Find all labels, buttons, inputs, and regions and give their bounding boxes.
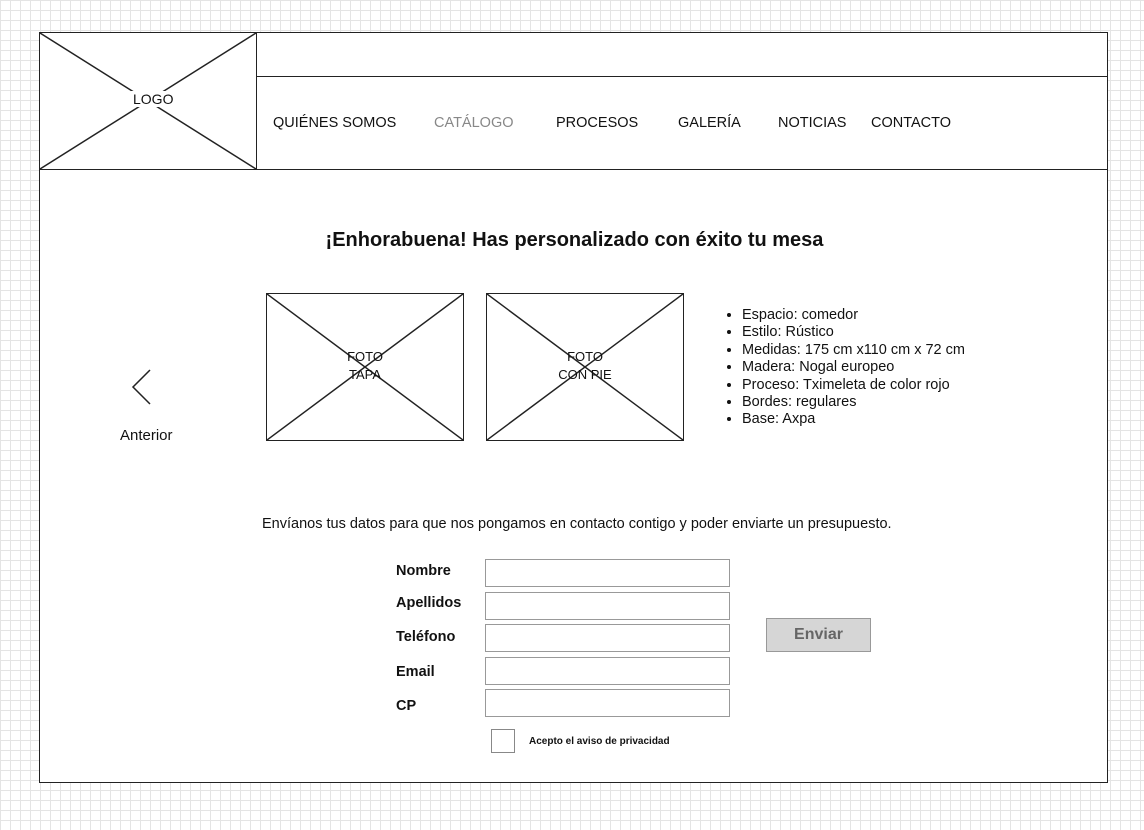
spec-item: • Base: Axpa — [742, 411, 965, 428]
photo-label-line: FOTO — [347, 349, 383, 364]
page-frame — [39, 32, 1108, 783]
nav-item-contacto[interactable]: CONTACTO — [871, 115, 952, 131]
privacy-checkbox[interactable] — [491, 729, 515, 753]
spec-item: • Proceso: Tximeleta de color rojo — [742, 377, 965, 394]
telefono-label: Teléfono — [396, 629, 456, 645]
header-divider-bottom — [40, 169, 1108, 170]
photo-con-pie — [486, 293, 684, 441]
nav-item-procesos[interactable]: PROCESOS — [556, 115, 639, 131]
nav-item-catalogo[interactable]: CATÁLOGO — [434, 115, 514, 131]
spec-item: • Estilo: Rústico — [742, 324, 965, 341]
nav-item-quienes-somos[interactable]: QUIÉNES SOMOS — [273, 115, 397, 131]
photo-label-line: FOTO — [567, 349, 603, 364]
spec-item: • Espacio: comedor — [742, 307, 965, 324]
photo-label-line: CON PIE — [558, 367, 612, 382]
telefono-input[interactable] — [485, 624, 730, 652]
photo-label — [267, 348, 463, 384]
logo-label: LOGO — [133, 91, 174, 107]
nav-item-noticias[interactable]: NOTICIAS — [778, 115, 847, 131]
privacy-label: Acepto el aviso de privacidad — [529, 736, 670, 747]
cp-label: CP — [396, 698, 417, 714]
email-label: Email — [396, 664, 435, 680]
cp-input[interactable] — [485, 689, 730, 717]
header-divider-top — [256, 76, 1108, 77]
apellidos-input[interactable] — [485, 592, 730, 620]
nombre-label: Nombre — [396, 563, 451, 579]
nombre-input[interactable] — [485, 559, 730, 587]
photo-label-line: TAPA — [348, 367, 382, 382]
send-button[interactable]: Enviar — [766, 618, 871, 652]
spec-item: • Madera: Nogal europeo — [742, 359, 965, 376]
nav-item-galeria[interactable]: GALERÍA — [678, 115, 741, 131]
spec-item: • Medidas: 175 cm x110 cm x 72 cm — [742, 342, 965, 359]
table-specs-list — [724, 307, 965, 429]
page-title: ¡Enhorabuena! Has personalizado con éxito tu mesa — [325, 229, 824, 251]
apellidos-label: Apellidos — [396, 595, 462, 611]
previous-link[interactable]: Anterior — [120, 427, 173, 444]
photo-label — [487, 348, 683, 384]
logo[interactable] — [40, 33, 257, 170]
chevron-left-icon[interactable] — [130, 367, 154, 407]
email-input[interactable] — [485, 657, 730, 685]
photo-tapa — [266, 293, 464, 441]
form-intro-text: Envíanos tus datos para que nos pongamos en contacto contigo y poder enviarte un presupuesto. — [262, 516, 892, 532]
spec-item: • Bordes: regulares — [742, 394, 965, 411]
